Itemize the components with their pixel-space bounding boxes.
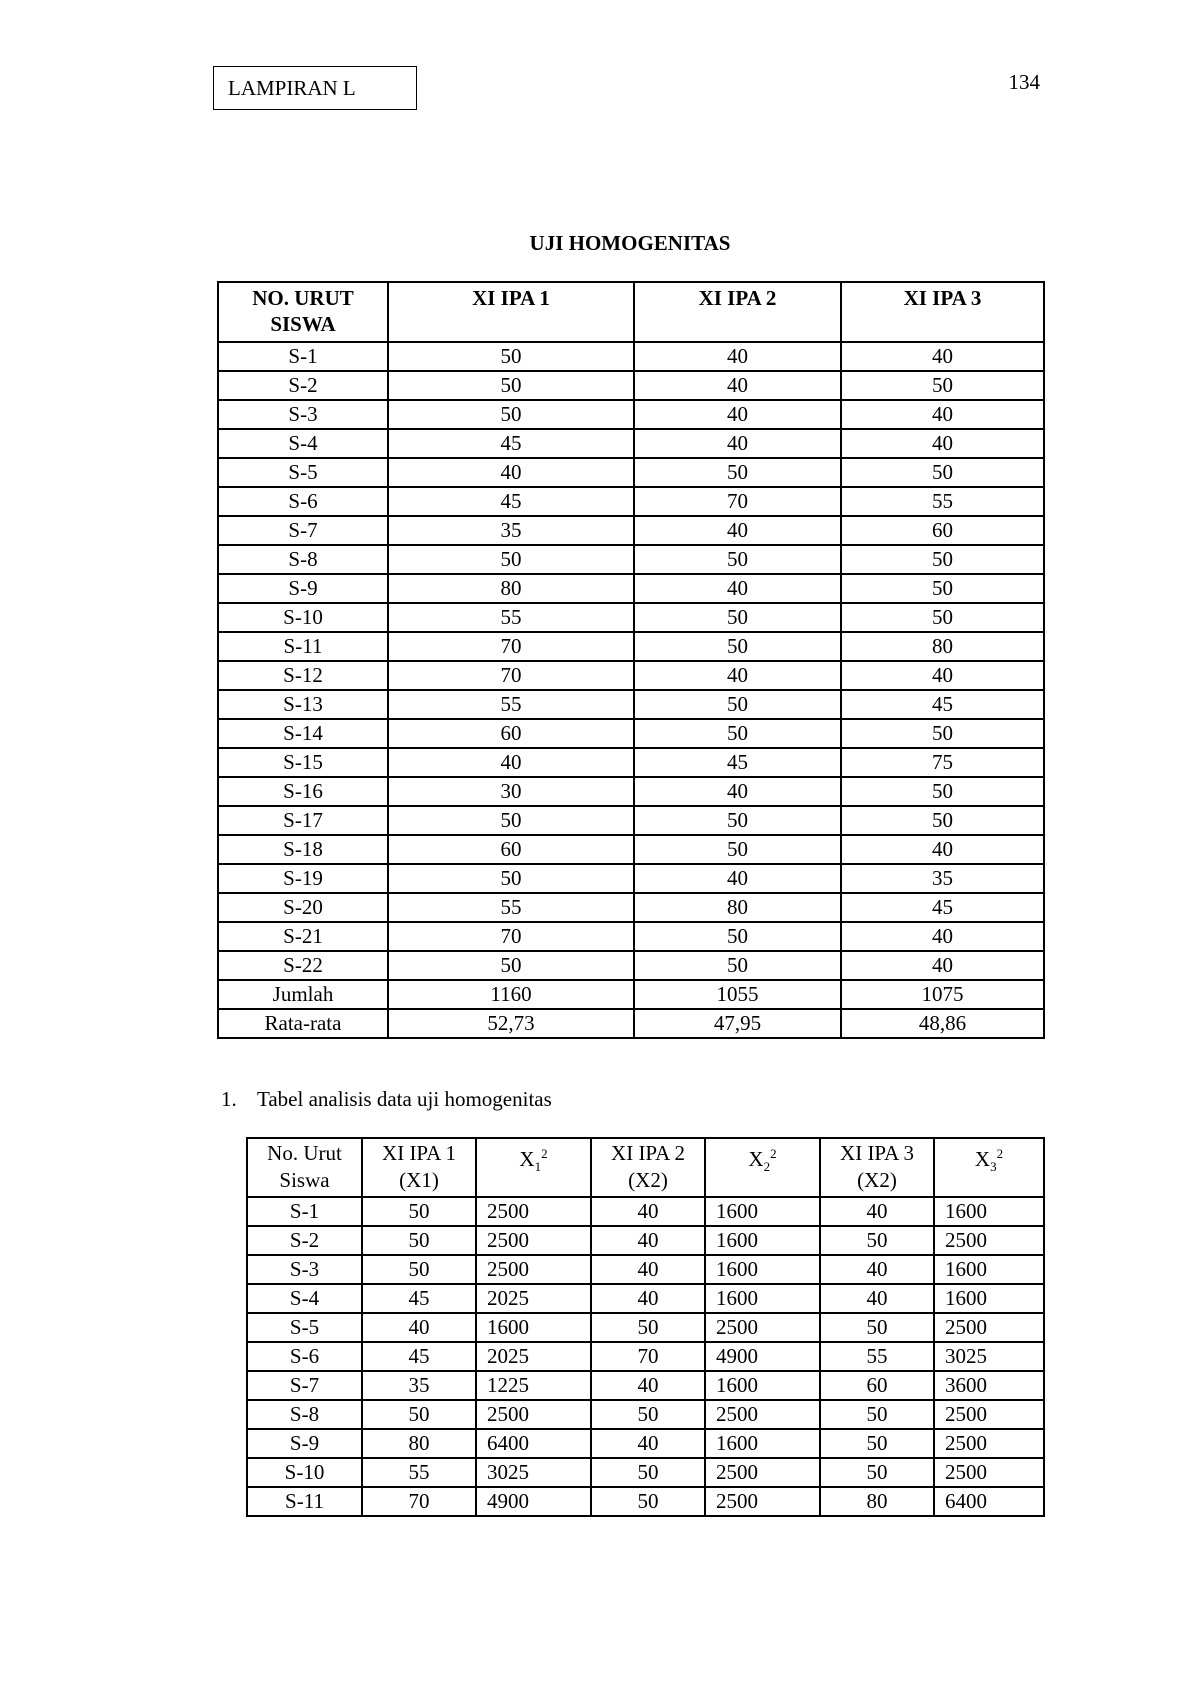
score-cell: 50 <box>820 1458 934 1487</box>
squared-cell: 2500 <box>705 1313 820 1342</box>
header-x3-squared <box>934 1138 1044 1197</box>
squared-cell: 1600 <box>705 1284 820 1313</box>
squared-cell: 6400 <box>934 1487 1044 1516</box>
score-cell: 80 <box>634 893 841 922</box>
table-row <box>218 777 1044 806</box>
score-cell: 50 <box>634 632 841 661</box>
row-label: S-12 <box>218 661 388 690</box>
section-number: 1. <box>221 1087 237 1111</box>
squared-cell: 2500 <box>934 1458 1044 1487</box>
page-title: UJI HOMOGENITAS <box>529 231 731 255</box>
table-header-row <box>247 1138 1044 1197</box>
score-cell: 45 <box>362 1342 476 1371</box>
score-cell: 55 <box>820 1342 934 1371</box>
header-line-2: Siswa <box>279 1168 330 1192</box>
squared-cell: 3025 <box>476 1458 591 1487</box>
score-cell: 50 <box>820 1429 934 1458</box>
header-no-urut <box>247 1138 362 1197</box>
header-line-2: (X2) <box>857 1168 897 1192</box>
score-cell: 40 <box>634 777 841 806</box>
row-label: S-7 <box>247 1371 362 1400</box>
row-label: S-1 <box>218 342 388 371</box>
squared-cell: 2500 <box>705 1400 820 1429</box>
score-cell: 52,73 <box>388 1009 634 1038</box>
score-cell: 35 <box>362 1371 476 1400</box>
score-cell: 35 <box>841 864 1044 893</box>
squared-cell: 6400 <box>476 1429 591 1458</box>
score-cell: 50 <box>362 1197 476 1226</box>
table-row <box>218 487 1044 516</box>
squared-cell: 2500 <box>934 1400 1044 1429</box>
row-label: S-11 <box>247 1487 362 1516</box>
header-subscript: 1 <box>534 1159 542 1175</box>
score-cell: 50 <box>841 458 1044 487</box>
header-line-1: XI IPA 2 <box>611 1141 685 1165</box>
row-label: S-7 <box>218 516 388 545</box>
score-cell: 35 <box>388 516 634 545</box>
row-label: Rata-rata <box>218 1009 388 1038</box>
squared-cell: 1600 <box>934 1284 1044 1313</box>
table-row <box>218 835 1044 864</box>
row-label: S-9 <box>218 574 388 603</box>
squared-cell: 1600 <box>705 1371 820 1400</box>
score-cell: 60 <box>841 516 1044 545</box>
squared-cell: 1600 <box>934 1197 1044 1226</box>
score-cell: 70 <box>388 922 634 951</box>
score-cell: 50 <box>362 1226 476 1255</box>
header-subscript: 2 <box>763 1159 771 1175</box>
squared-cell: 1600 <box>476 1313 591 1342</box>
row-label: S-3 <box>218 400 388 429</box>
squared-cell: 3600 <box>934 1371 1044 1400</box>
header-superscript: 2 <box>541 1146 548 1161</box>
score-cell: 45 <box>634 748 841 777</box>
table-row <box>218 574 1044 603</box>
squared-cell: 1225 <box>476 1371 591 1400</box>
row-label: S-16 <box>218 777 388 806</box>
score-cell: 50 <box>362 1400 476 1429</box>
score-cell: 40 <box>362 1313 476 1342</box>
score-cell: 50 <box>634 603 841 632</box>
table-row <box>247 1284 1044 1313</box>
header-line-1: XI IPA 1 <box>382 1141 456 1165</box>
score-cell: 40 <box>634 429 841 458</box>
score-cell: 50 <box>388 371 634 400</box>
score-cell: 40 <box>591 1226 705 1255</box>
score-cell: 45 <box>841 893 1044 922</box>
score-cell: 50 <box>820 1313 934 1342</box>
score-cell: 50 <box>634 719 841 748</box>
squared-cell: 4900 <box>705 1342 820 1371</box>
homogeneity-table <box>217 281 1045 1039</box>
header-symbol: X <box>519 1147 535 1171</box>
squared-cell: 4900 <box>476 1487 591 1516</box>
score-cell: 50 <box>634 806 841 835</box>
table-row <box>247 1313 1044 1342</box>
score-cell: 60 <box>820 1371 934 1400</box>
score-cell: 1055 <box>634 980 841 1009</box>
table-row <box>218 545 1044 574</box>
squared-cell: 1600 <box>705 1429 820 1458</box>
section-text: Tabel analisis data uji homogenitas <box>257 1087 552 1111</box>
score-cell: 50 <box>634 545 841 574</box>
score-cell: 50 <box>841 371 1044 400</box>
score-cell: 40 <box>591 1371 705 1400</box>
score-cell: 1160 <box>388 980 634 1009</box>
score-cell: 55 <box>388 690 634 719</box>
row-label: S-5 <box>247 1313 362 1342</box>
score-cell: 50 <box>634 951 841 980</box>
score-cell: 30 <box>388 777 634 806</box>
header-x2-squared <box>705 1138 820 1197</box>
score-cell: 50 <box>388 342 634 371</box>
row-label: S-8 <box>218 545 388 574</box>
score-cell: 40 <box>820 1255 934 1284</box>
score-cell: 70 <box>634 487 841 516</box>
header-subscript: 3 <box>990 1159 997 1175</box>
analysis-table <box>246 1137 1045 1517</box>
squared-cell: 2500 <box>476 1197 591 1226</box>
row-label: S-17 <box>218 806 388 835</box>
squared-cell: 2025 <box>476 1342 591 1371</box>
score-cell: 50 <box>388 545 634 574</box>
header-symbol: X <box>974 1147 991 1171</box>
row-label: S-6 <box>218 487 388 516</box>
score-cell: 40 <box>841 835 1044 864</box>
table-row <box>218 371 1044 400</box>
row-label: S-13 <box>218 690 388 719</box>
score-cell: 45 <box>388 429 634 458</box>
score-cell: 40 <box>634 371 841 400</box>
table-row <box>218 922 1044 951</box>
score-cell: 47,95 <box>634 1009 841 1038</box>
table-row <box>218 980 1044 1009</box>
header-class <box>362 1138 476 1197</box>
row-label: S-8 <box>247 1400 362 1429</box>
score-cell: 45 <box>362 1284 476 1313</box>
score-cell: 70 <box>388 661 634 690</box>
row-label: S-1 <box>247 1197 362 1226</box>
score-cell: 70 <box>388 632 634 661</box>
row-label: S-18 <box>218 835 388 864</box>
squared-cell: 2500 <box>705 1458 820 1487</box>
score-cell: 50 <box>362 1255 476 1284</box>
score-cell: 40 <box>841 951 1044 980</box>
score-cell: 50 <box>820 1226 934 1255</box>
row-label: S-2 <box>247 1226 362 1255</box>
section-heading <box>221 1087 552 1112</box>
squared-cell: 2500 <box>934 1313 1044 1342</box>
score-cell: 50 <box>841 603 1044 632</box>
row-label: S-4 <box>218 429 388 458</box>
score-cell: 55 <box>841 487 1044 516</box>
row-label: S-6 <box>247 1342 362 1371</box>
table-row <box>218 748 1044 777</box>
row-label: S-10 <box>218 603 388 632</box>
score-cell: 55 <box>362 1458 476 1487</box>
header-xi-ipa-3: XI IPA 3 <box>841 282 1044 342</box>
table-row <box>218 893 1044 922</box>
row-label: S-4 <box>247 1284 362 1313</box>
table-row <box>247 1226 1044 1255</box>
table-row <box>247 1400 1044 1429</box>
score-cell: 50 <box>841 777 1044 806</box>
row-label: S-22 <box>218 951 388 980</box>
score-cell: 55 <box>388 603 634 632</box>
table-header-row <box>218 282 1044 342</box>
score-cell: 40 <box>634 574 841 603</box>
page-number: 134 <box>1008 70 1040 94</box>
squared-cell: 2500 <box>476 1400 591 1429</box>
table-row <box>218 719 1044 748</box>
score-cell: 40 <box>634 864 841 893</box>
score-cell: 48,86 <box>841 1009 1044 1038</box>
squared-cell: 1600 <box>934 1255 1044 1284</box>
score-cell: 40 <box>820 1197 934 1226</box>
score-cell: 75 <box>841 748 1044 777</box>
score-cell: 40 <box>634 661 841 690</box>
score-cell: 80 <box>362 1429 476 1458</box>
score-cell: 80 <box>841 632 1044 661</box>
row-label: S-14 <box>218 719 388 748</box>
score-cell: 40 <box>841 400 1044 429</box>
table-row <box>218 342 1044 371</box>
header-class <box>820 1138 934 1197</box>
table-row <box>247 1487 1044 1516</box>
score-cell: 50 <box>820 1400 934 1429</box>
score-cell: 40 <box>634 400 841 429</box>
header-class <box>591 1138 705 1197</box>
table-row <box>218 864 1044 893</box>
table-row <box>218 632 1044 661</box>
score-cell: 40 <box>841 922 1044 951</box>
row-label: S-10 <box>247 1458 362 1487</box>
table-row <box>218 1009 1044 1038</box>
header-x1-squared <box>476 1138 591 1197</box>
table-row <box>218 429 1044 458</box>
score-cell: 80 <box>820 1487 934 1516</box>
row-label: S-20 <box>218 893 388 922</box>
table-row <box>218 603 1044 632</box>
score-cell: 45 <box>841 690 1044 719</box>
score-cell: 50 <box>634 922 841 951</box>
header-xi-ipa-1: XI IPA 1 <box>388 282 634 342</box>
score-cell: 50 <box>388 864 634 893</box>
squared-cell: 1600 <box>705 1255 820 1284</box>
score-cell: 70 <box>591 1342 705 1371</box>
score-cell: 50 <box>388 951 634 980</box>
row-label: Jumlah <box>218 980 388 1009</box>
header-line-1: XI IPA 3 <box>840 1141 914 1165</box>
score-cell: 70 <box>362 1487 476 1516</box>
table-row <box>218 458 1044 487</box>
header-line-2: (X1) <box>399 1168 439 1192</box>
squared-cell: 3025 <box>934 1342 1044 1371</box>
score-cell: 50 <box>634 835 841 864</box>
row-label: S-15 <box>218 748 388 777</box>
score-cell: 40 <box>634 342 841 371</box>
score-cell: 40 <box>591 1429 705 1458</box>
score-cell: 50 <box>634 690 841 719</box>
table-row <box>247 1197 1044 1226</box>
squared-cell: 1600 <box>705 1197 820 1226</box>
score-cell: 50 <box>591 1313 705 1342</box>
score-cell: 40 <box>841 429 1044 458</box>
score-cell: 50 <box>591 1458 705 1487</box>
header-line-2: (X2) <box>628 1168 668 1192</box>
score-cell: 55 <box>388 893 634 922</box>
squared-cell: 2500 <box>934 1429 1044 1458</box>
score-cell: 1075 <box>841 980 1044 1009</box>
header-symbol: X <box>748 1147 764 1171</box>
table-row <box>247 1342 1044 1371</box>
table-row <box>247 1371 1044 1400</box>
squared-cell: 2500 <box>476 1255 591 1284</box>
row-label: S-5 <box>218 458 388 487</box>
score-cell: 60 <box>388 835 634 864</box>
score-cell: 40 <box>388 458 634 487</box>
score-cell: 50 <box>634 458 841 487</box>
score-cell: 40 <box>841 342 1044 371</box>
row-label: S-11 <box>218 632 388 661</box>
header-superscript: 2 <box>996 1146 1004 1161</box>
score-cell: 80 <box>388 574 634 603</box>
squared-cell: 2500 <box>476 1226 591 1255</box>
score-cell: 50 <box>388 400 634 429</box>
squared-cell: 2025 <box>476 1284 591 1313</box>
header-superscript: 2 <box>770 1146 777 1161</box>
header-xi-ipa-2: XI IPA 2 <box>634 282 841 342</box>
row-label: S-3 <box>247 1255 362 1284</box>
score-cell: 40 <box>820 1284 934 1313</box>
score-cell: 50 <box>841 574 1044 603</box>
score-cell: 50 <box>841 545 1044 574</box>
table-row <box>218 400 1044 429</box>
table-row <box>218 806 1044 835</box>
score-cell: 45 <box>388 487 634 516</box>
table-row <box>247 1255 1044 1284</box>
row-label: S-9 <box>247 1429 362 1458</box>
table-row <box>218 951 1044 980</box>
score-cell: 50 <box>591 1400 705 1429</box>
squared-cell: 2500 <box>934 1226 1044 1255</box>
header-line-1: No. Urut <box>267 1141 342 1165</box>
score-cell: 50 <box>841 719 1044 748</box>
appendix-label: LAMPIRAN L <box>213 66 417 110</box>
score-cell: 50 <box>591 1487 705 1516</box>
squared-cell: 2500 <box>705 1487 820 1516</box>
score-cell: 40 <box>841 661 1044 690</box>
squared-cell: 1600 <box>705 1226 820 1255</box>
score-cell: 40 <box>388 748 634 777</box>
score-cell: 40 <box>591 1255 705 1284</box>
score-cell: 40 <box>591 1197 705 1226</box>
score-cell: 40 <box>591 1284 705 1313</box>
table-row <box>247 1429 1044 1458</box>
row-label: S-2 <box>218 371 388 400</box>
score-cell: 40 <box>634 516 841 545</box>
score-cell: 50 <box>388 806 634 835</box>
row-label: S-19 <box>218 864 388 893</box>
header-no-urut: NO. URUT SISWA <box>218 282 388 342</box>
table-row <box>247 1458 1044 1487</box>
score-cell: 60 <box>388 719 634 748</box>
row-label: S-21 <box>218 922 388 951</box>
table-row <box>218 516 1044 545</box>
table-row <box>218 661 1044 690</box>
table-row <box>218 690 1044 719</box>
score-cell: 50 <box>841 806 1044 835</box>
